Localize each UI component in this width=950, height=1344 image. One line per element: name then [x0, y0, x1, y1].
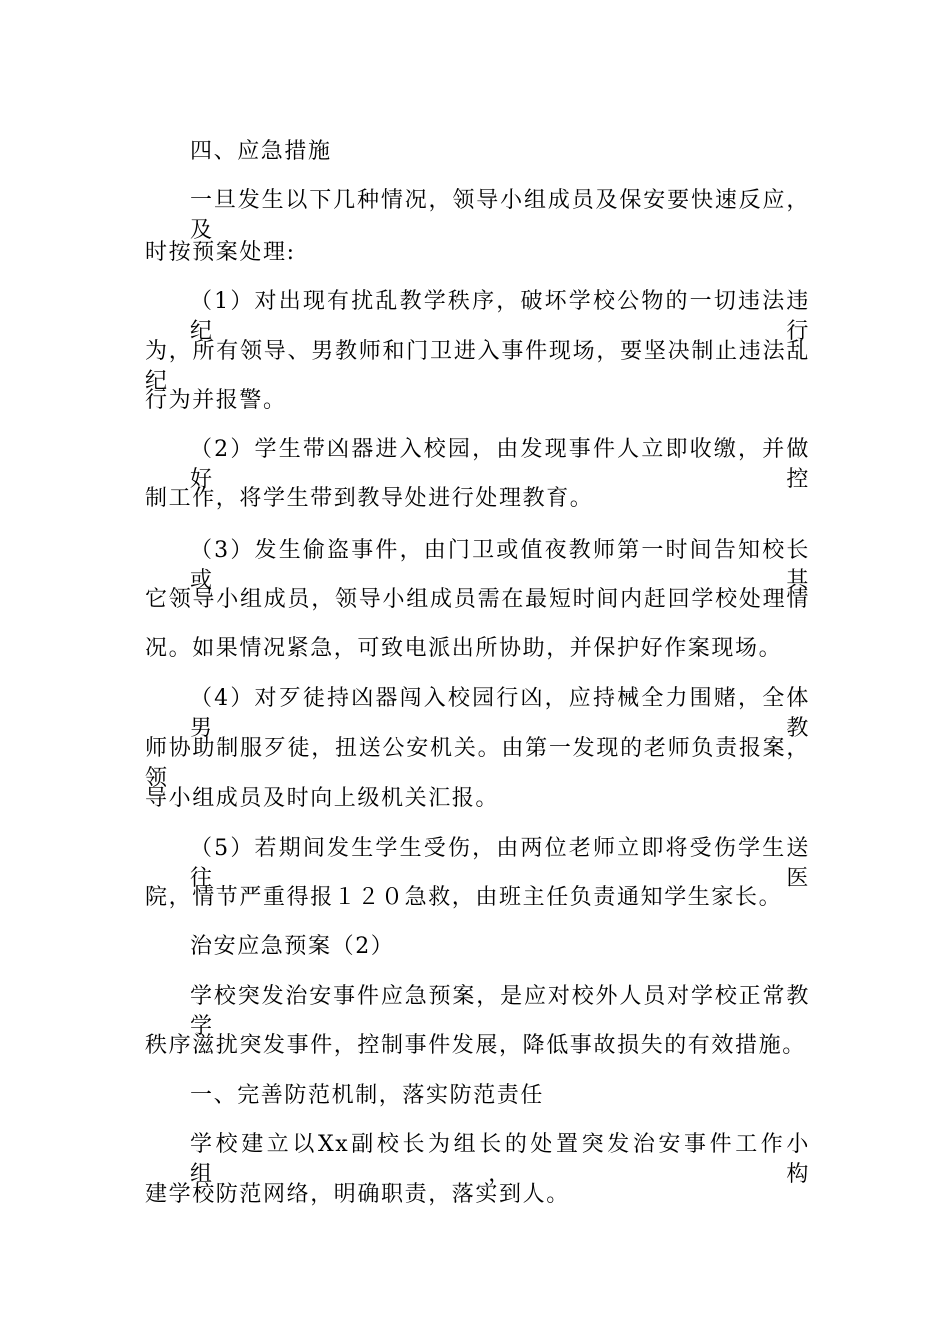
paragraph-line: （1）对出现有扰乱教学秩序，破坏学校公物的一切违法违纪行 [190, 289, 810, 344]
paragraph-line: （4）对歹徒持凶器闯入校园行凶，应持械全力围赌，全体男教 [190, 686, 810, 741]
paragraph-line: 师协助制服歹徒，扭送公安机关。由第一发现的老师负责报案，领 [145, 736, 810, 791]
section-heading-prevention: 一、完善防范机制，落实防范责任 [190, 1083, 545, 1108]
paragraph-line: （5）若期间发生学生受伤，由两位老师立即将受伤学生送往医 [190, 836, 810, 891]
section-heading-security-plan: 治安应急预案（2） [190, 934, 395, 959]
paragraph-line: 院，情节严重得报１２０急救，由班主任负责通知学生家长。 [145, 885, 783, 910]
paragraph-line: （2）学生带凶器进入校园，由发现事件人立即收缴，并做好控 [190, 437, 810, 492]
paragraph-line: 建学校防范网络，明确职责，落实到人。 [145, 1182, 570, 1207]
paragraph-line: 时按预案处理: [145, 240, 296, 265]
paragraph-line: 一旦发生以下几种情况，领导小组成员及保安要快速反应，及 [190, 188, 810, 243]
paragraph-line: 学校突发治安事件应急预案，是应对校外人员对学校正常教学 [190, 984, 810, 1039]
paragraph-line: 制工作，将学生带到教导处进行处理教育。 [145, 486, 594, 511]
paragraph-line: 导小组成员及时向上级机关汇报。 [145, 786, 500, 811]
paragraph-line: 学校建立以Xx副校长为组长的处置突发治安事件工作小组，构 [190, 1132, 810, 1187]
section-heading-emergency-measures: 四、应急措施 [190, 139, 332, 164]
paragraph-line: 秩序滋扰突发事件，控制事件发展，降低事故损失的有效措施。 [145, 1033, 806, 1058]
paragraph-line: 它领导小组成员，领导小组成员需在最短时间内赶回学校处理情 [145, 587, 810, 612]
paragraph-line: 行为并报警。 [145, 388, 287, 413]
paragraph-line: 况。如果情况紧急，可致电派出所协助，并保护好作案现场。 [145, 636, 783, 661]
paragraph-line: （3）发生偷盗事件，由门卫或值夜教师第一时间告知校长或其 [190, 538, 810, 593]
paragraph-line: 为，所有领导、男教师和门卫进入事件现场，要坚决制止违法乱纪 [145, 339, 810, 394]
